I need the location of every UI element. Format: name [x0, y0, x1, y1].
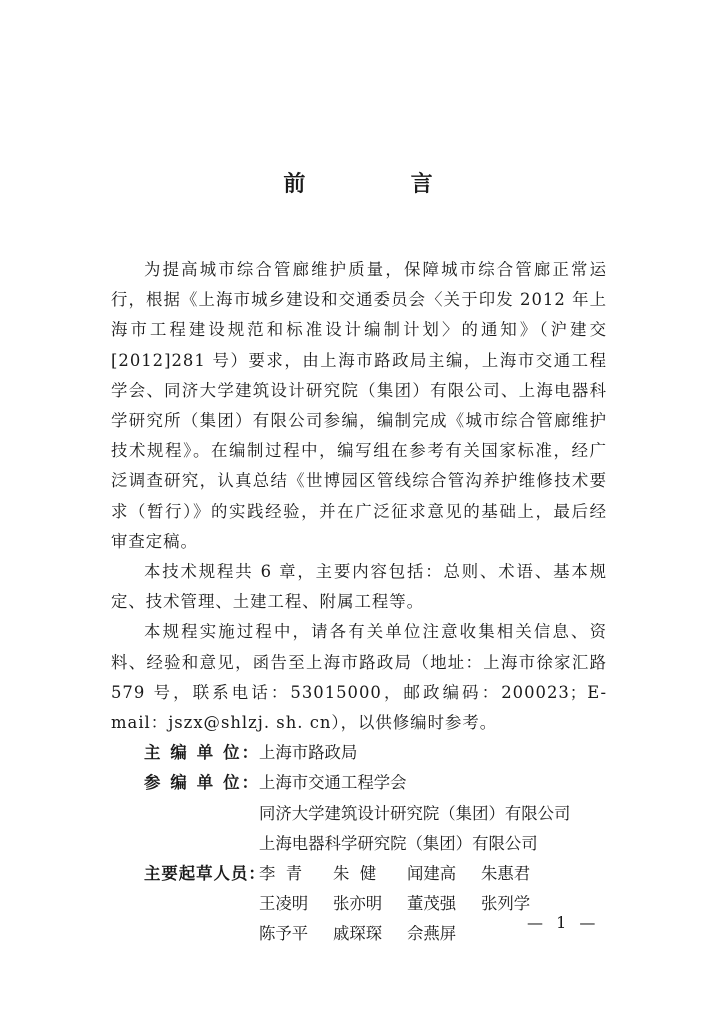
- page-title: 前 言: [283, 172, 463, 197]
- chief-unit-row: [111, 738, 607, 768]
- paragraph-feedback: 本规程实施过程中，请各有关单位注意收集相关信息、资料、经验和意见，函告至上海市路政局（地址：上海市徐家汇路 579 号，联系电话：53015000，邮政编码：200023；E-mail：jszx@shlzj. sh. cn），以供修编时参考。: [111, 622, 607, 733]
- chief-unit-label: 主 编 单 位：: [144, 743, 259, 763]
- page-number: — 1 —: [527, 913, 600, 932]
- participating-unit: 同济大学建筑设计研究院（集团）有限公司: [259, 803, 571, 823]
- drafter-name: 朱惠君: [481, 864, 531, 884]
- drafter-name: 董茂强: [407, 894, 457, 914]
- chief-unit-values: [259, 738, 607, 768]
- participating-unit: 上海电器科学研究院（集团）有限公司: [259, 833, 538, 853]
- paragraph-purpose: 为提高城市综合管廊维护质量，保障城市综合管廊正常运行，根据《上海市城乡建设和交通委员会〈关于印发 2012 年上海市工程建设规范和标准设计编制计划〉的通知》（沪建交[2012]281 号）要求，由上海市路政局主编，上海市交通工程学会、同济大学建筑设计研究院（集团）有限公司、上海电器科学研究所（集团）有限公司参编，编制完成《城市综合管廊维护技术规程》。在编制过程中，编写组在参考有关国家标准，经广泛调查研究，认真总结《世博园区管线综合管沟养护维修技术要求（暂行）》的实践经验，并在广泛征求意见的基础上，最后经审查定稿。: [111, 260, 607, 551]
- drafter-name: 张亦明: [333, 894, 383, 914]
- drafter-name: 朱 健: [333, 864, 377, 884]
- drafter-name: 佘燕屏: [407, 924, 457, 944]
- drafter-name: 戚琛琛: [333, 924, 383, 944]
- participating-unit: 上海市交通工程学会: [259, 773, 407, 793]
- paragraph-contents: 本技术规程共 6 章，主要内容包括：总则、术语、基本规定、技术管理、土建工程、附属工程等。: [111, 562, 607, 612]
- preface-body: [111, 255, 607, 950]
- drafter-name: 李 青: [259, 864, 303, 884]
- drafter-name: 陈予平: [259, 924, 309, 944]
- drafters-label: 主要起草人员：: [144, 864, 266, 884]
- drafter-name: 闻建高: [407, 864, 457, 884]
- participating-units-values: [259, 768, 607, 859]
- drafter-name: 张列学: [481, 894, 531, 914]
- participating-units-label: 参 编 单 位：: [144, 773, 259, 793]
- chief-unit-value: 上海市路政局: [259, 743, 358, 763]
- participating-units-row: [111, 768, 607, 859]
- drafter-name: 王凌明: [259, 894, 309, 914]
